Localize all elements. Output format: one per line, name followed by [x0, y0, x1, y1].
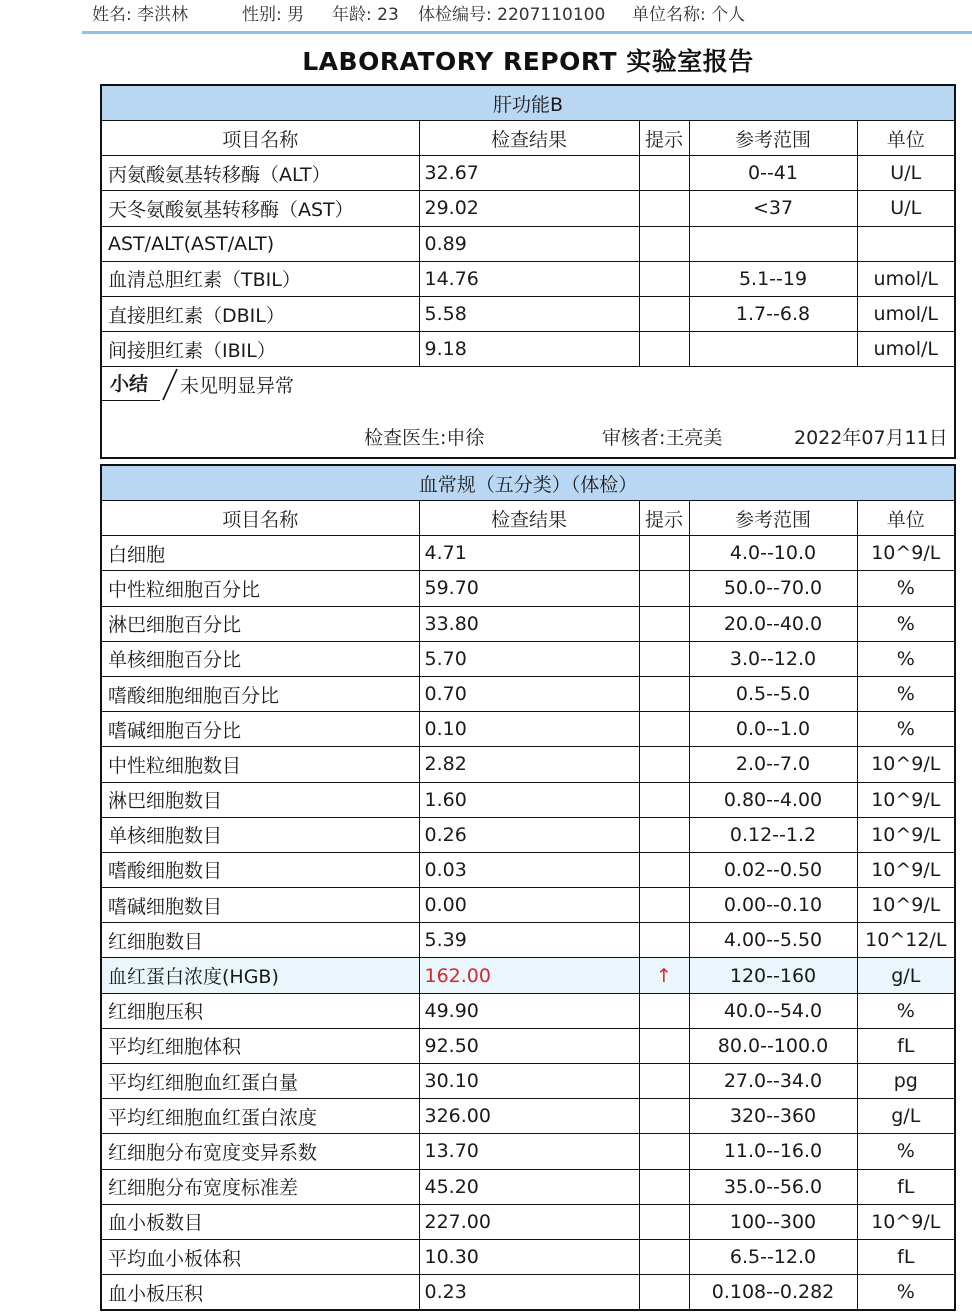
table-row [101, 641, 955, 676]
summary-cell [101, 367, 955, 459]
item-name: 红细胞压积 [101, 993, 419, 1028]
item-name: 白细胞 [101, 536, 419, 571]
item-flag [639, 1169, 689, 1204]
item-unit: U/L [857, 156, 955, 191]
item-reference-range: 40.0--54.0 [689, 993, 857, 1028]
item-unit: 10^9/L [857, 1204, 955, 1239]
item-result: 0.03 [419, 852, 639, 887]
section-header [101, 85, 955, 121]
item-name: 单核细胞百分比 [101, 641, 419, 676]
summary-label: 小结 [102, 367, 160, 401]
item-reference-range: 6.5--12.0 [689, 1239, 857, 1274]
item-flag [639, 191, 689, 226]
item-reference-range: 320--360 [689, 1099, 857, 1134]
table-row [101, 958, 955, 993]
item-flag [639, 817, 689, 852]
item-flag [639, 852, 689, 887]
summary-slash-divider [162, 367, 178, 401]
table-row [101, 571, 955, 606]
item-name: 血红蛋白浓度(HGB) [101, 958, 419, 993]
item-unit: % [857, 1275, 955, 1311]
table-row [101, 852, 955, 887]
item-flag [639, 1099, 689, 1134]
item-reference-range: 0.5--5.0 [689, 676, 857, 711]
item-flag [639, 923, 689, 958]
blood-routine-table [100, 464, 956, 1311]
item-name: 血清总胆红素（TBIL） [101, 261, 419, 296]
item-result: 0.70 [419, 676, 639, 711]
table-row [101, 296, 955, 331]
item-result: 5.58 [419, 296, 639, 331]
item-reference-range: 5.1--19 [689, 261, 857, 296]
item-flag [639, 156, 689, 191]
item-result: 49.90 [419, 993, 639, 1028]
item-result: 326.00 [419, 1099, 639, 1134]
table-row [101, 261, 955, 296]
item-flag [639, 747, 689, 782]
item-unit: 10^12/L [857, 923, 955, 958]
item-name: 平均红细胞血红蛋白浓度 [101, 1099, 419, 1134]
item-name: 天冬氨酸氨基转移酶（AST） [101, 191, 419, 226]
table-row [101, 923, 955, 958]
item-unit: umol/L [857, 296, 955, 331]
col-header-ref: 参考范围 [689, 121, 857, 156]
item-result: 10.30 [419, 1239, 639, 1274]
section-header [101, 465, 955, 501]
item-flag [639, 571, 689, 606]
item-name: 淋巴细胞百分比 [101, 606, 419, 641]
item-flag [639, 1064, 689, 1099]
table-row [101, 1204, 955, 1239]
col-header-result: 检查结果 [419, 121, 639, 156]
item-name: 嗜酸细胞数目 [101, 852, 419, 887]
item-result: 5.39 [419, 923, 639, 958]
item-flag [639, 641, 689, 676]
table-row [101, 1099, 955, 1134]
table-row [101, 782, 955, 817]
item-reference-range [689, 226, 857, 261]
item-flag [639, 782, 689, 817]
col-header-flag: 提示 [639, 121, 689, 156]
item-unit: 10^9/L [857, 782, 955, 817]
patient-name: 姓名: 李洪林 [92, 5, 189, 25]
item-flag [639, 536, 689, 571]
item-result: 5.70 [419, 641, 639, 676]
item-flag [639, 1134, 689, 1169]
item-unit: umol/L [857, 332, 955, 367]
reviewer: 审核者:王亮美 [602, 427, 723, 450]
item-unit: % [857, 676, 955, 711]
item-result: 59.70 [419, 571, 639, 606]
table-row [101, 226, 955, 261]
item-result: 4.71 [419, 536, 639, 571]
col-header-result: 检查结果 [419, 501, 639, 536]
item-flag [639, 606, 689, 641]
item-result: 9.18 [419, 332, 639, 367]
item-flag [639, 1275, 689, 1311]
column-header-row [101, 121, 955, 156]
summary-row [101, 367, 955, 459]
table-row [101, 676, 955, 711]
item-reference-range: 4.00--5.50 [689, 923, 857, 958]
patient-info-bar [0, 0, 972, 26]
item-flag [639, 1239, 689, 1274]
item-reference-range: 100--300 [689, 1204, 857, 1239]
item-flag [639, 676, 689, 711]
item-unit: % [857, 571, 955, 606]
item-name: 平均红细胞血红蛋白量 [101, 1064, 419, 1099]
item-result: 0.26 [419, 817, 639, 852]
item-unit: 10^9/L [857, 747, 955, 782]
examining-doctor: 检查医生:申徐 [364, 427, 485, 450]
col-header-flag: 提示 [639, 501, 689, 536]
item-flag [639, 261, 689, 296]
item-unit: fL [857, 1169, 955, 1204]
report-date: 2022年07月11日 [794, 427, 948, 450]
item-result: 92.50 [419, 1028, 639, 1063]
item-result: 45.20 [419, 1169, 639, 1204]
item-name: 中性粒细胞数目 [101, 747, 419, 782]
item-result: 0.00 [419, 888, 639, 923]
item-flag [639, 1028, 689, 1063]
item-result: 14.76 [419, 261, 639, 296]
item-unit: 10^9/L [857, 852, 955, 887]
item-result: 0.89 [419, 226, 639, 261]
item-unit: g/L [857, 958, 955, 993]
item-unit [857, 226, 955, 261]
table-row [101, 993, 955, 1028]
item-name: 红细胞分布宽度变异系数 [101, 1134, 419, 1169]
employer-unit: 单位名称: 个人 [632, 5, 746, 25]
item-name: 平均红细胞体积 [101, 1028, 419, 1063]
item-unit: 10^9/L [857, 536, 955, 571]
item-name: 嗜碱细胞数目 [101, 888, 419, 923]
item-flag: ↑ [639, 958, 689, 993]
item-flag [639, 888, 689, 923]
item-name: 单核细胞数目 [101, 817, 419, 852]
item-name: 直接胆红素（DBIL） [101, 296, 419, 331]
item-name: 间接胆红素（IBIL） [101, 332, 419, 367]
item-unit: U/L [857, 191, 955, 226]
header-divider [82, 31, 972, 34]
table-row [101, 1064, 955, 1099]
item-unit: g/L [857, 1099, 955, 1134]
item-reference-range: <37 [689, 191, 857, 226]
summary-text: 未见明显异常 [180, 375, 295, 398]
item-flag [639, 993, 689, 1028]
col-header-unit: 单位 [857, 501, 955, 536]
item-unit: % [857, 993, 955, 1028]
item-result: 0.10 [419, 712, 639, 747]
item-flag [639, 296, 689, 331]
table-row [101, 1239, 955, 1274]
item-reference-range: 0.0--1.0 [689, 712, 857, 747]
item-reference-range: 20.0--40.0 [689, 606, 857, 641]
patient-gender: 性别: 男 [242, 5, 305, 25]
table-row [101, 747, 955, 782]
item-name: 嗜碱细胞百分比 [101, 712, 419, 747]
item-unit: % [857, 606, 955, 641]
item-name: 红细胞数目 [101, 923, 419, 958]
item-reference-range [689, 332, 857, 367]
item-name: AST/ALT(AST/ALT) [101, 226, 419, 261]
item-reference-range: 0.108--0.282 [689, 1275, 857, 1311]
item-reference-range: 0.00--0.10 [689, 888, 857, 923]
item-reference-range: 4.0--10.0 [689, 536, 857, 571]
item-name: 平均血小板体积 [101, 1239, 419, 1274]
item-flag [639, 1204, 689, 1239]
item-name: 红细胞分布宽度标准差 [101, 1169, 419, 1204]
table-row [101, 1275, 955, 1311]
exam-number: 体检编号: 2207110100 [418, 5, 606, 25]
item-reference-range: 0.02--0.50 [689, 852, 857, 887]
item-unit: fL [857, 1239, 955, 1274]
item-unit: 10^9/L [857, 888, 955, 923]
item-unit: % [857, 1134, 955, 1169]
patient-age: 年龄: 23 [332, 5, 399, 25]
col-header-name: 项目名称 [101, 121, 419, 156]
item-result: 162.00 [419, 958, 639, 993]
table-row [101, 606, 955, 641]
item-unit: fL [857, 1028, 955, 1063]
item-reference-range: 1.7--6.8 [689, 296, 857, 331]
item-name: 丙氨酸氨基转移酶（ALT） [101, 156, 419, 191]
liver-function-table [100, 84, 956, 459]
item-result: 0.23 [419, 1275, 639, 1311]
col-header-unit: 单位 [857, 121, 955, 156]
item-name: 血小板数目 [101, 1204, 419, 1239]
item-reference-range: 120--160 [689, 958, 857, 993]
item-flag [639, 332, 689, 367]
item-unit: umol/L [857, 261, 955, 296]
report-title: LABORATORY REPORT 实验室报告 [302, 47, 754, 76]
item-flag [639, 226, 689, 261]
item-name: 血小板压积 [101, 1275, 419, 1311]
item-result: 13.70 [419, 1134, 639, 1169]
item-reference-range: 0.12--1.2 [689, 817, 857, 852]
table-row [101, 1028, 955, 1063]
table-row [101, 156, 955, 191]
item-result: 33.80 [419, 606, 639, 641]
item-name: 中性粒细胞百分比 [101, 571, 419, 606]
item-flag [639, 712, 689, 747]
table-row [101, 191, 955, 226]
col-header-ref: 参考范围 [689, 501, 857, 536]
item-reference-range: 27.0--34.0 [689, 1064, 857, 1099]
item-reference-range: 50.0--70.0 [689, 571, 857, 606]
item-result: 2.82 [419, 747, 639, 782]
column-header-row [101, 501, 955, 536]
section-title: 肝功能B [101, 85, 955, 121]
section-title: 血常规（五分类）（体检） [101, 465, 955, 501]
item-unit: % [857, 641, 955, 676]
item-unit: pg [857, 1064, 955, 1099]
table-row [101, 888, 955, 923]
item-reference-range: 3.0--12.0 [689, 641, 857, 676]
table-row [101, 712, 955, 747]
table-row [101, 332, 955, 367]
item-unit: 10^9/L [857, 817, 955, 852]
table-row [101, 1169, 955, 1204]
item-result: 29.02 [419, 191, 639, 226]
item-result: 1.60 [419, 782, 639, 817]
item-reference-range: 11.0--16.0 [689, 1134, 857, 1169]
table-row [101, 1134, 955, 1169]
item-result: 30.10 [419, 1064, 639, 1099]
item-unit: % [857, 712, 955, 747]
item-name: 淋巴细胞数目 [101, 782, 419, 817]
item-name: 嗜酸细胞细胞百分比 [101, 676, 419, 711]
item-reference-range: 80.0--100.0 [689, 1028, 857, 1063]
item-reference-range: 0.80--4.00 [689, 782, 857, 817]
item-reference-range: 35.0--56.0 [689, 1169, 857, 1204]
item-reference-range: 0--41 [689, 156, 857, 191]
item-reference-range: 2.0--7.0 [689, 747, 857, 782]
col-header-name: 项目名称 [101, 501, 419, 536]
table-row [101, 536, 955, 571]
table-row [101, 817, 955, 852]
item-result: 227.00 [419, 1204, 639, 1239]
item-result: 32.67 [419, 156, 639, 191]
